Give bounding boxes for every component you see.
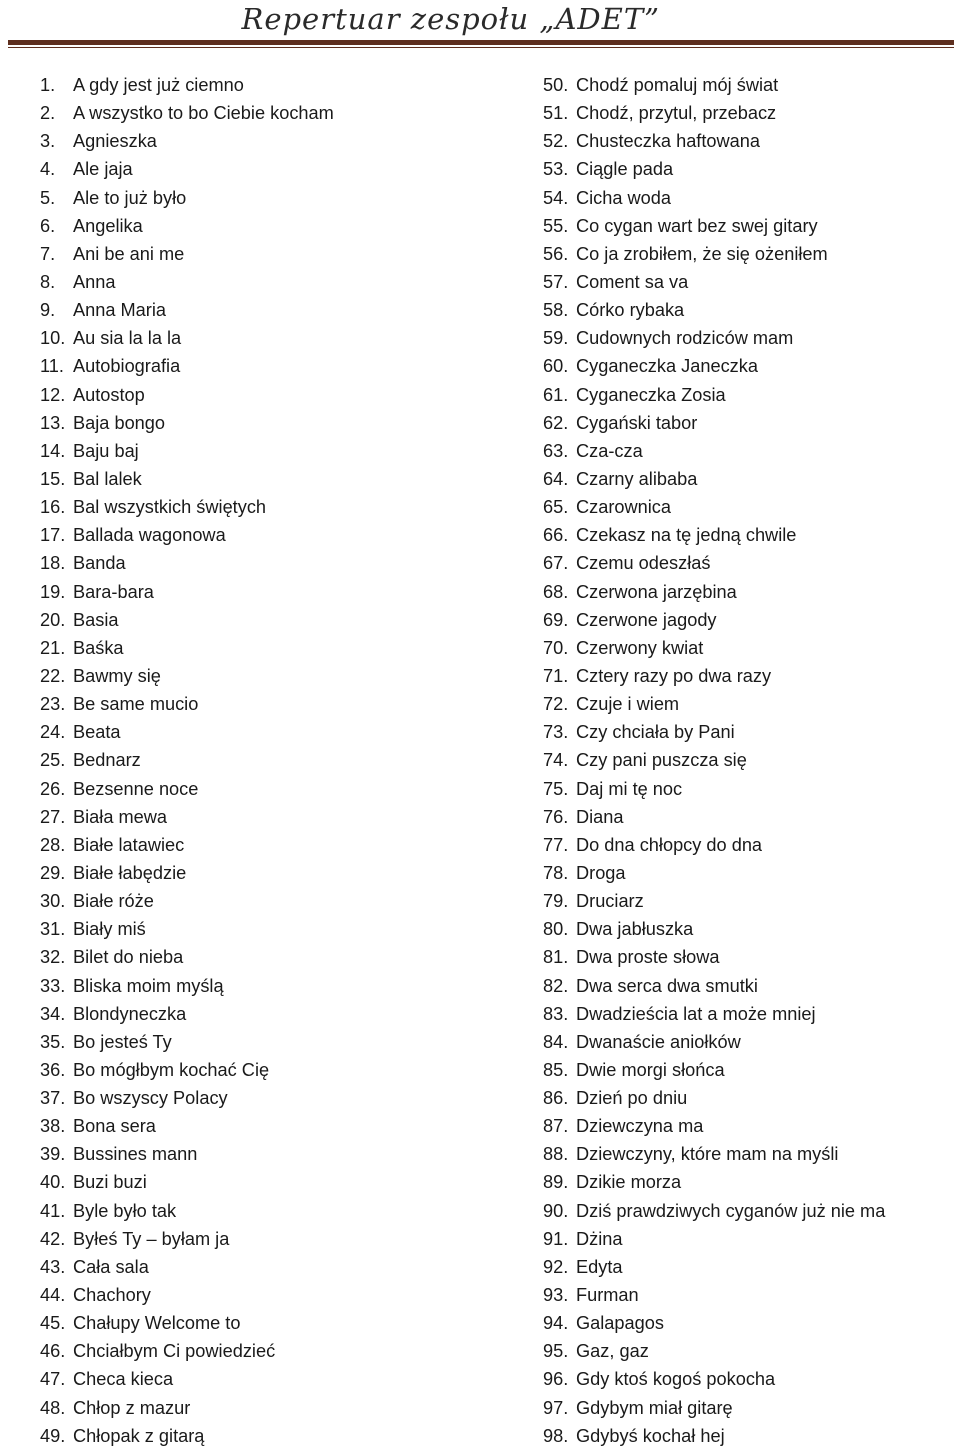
header-rule-thick [8, 40, 954, 45]
song-title: Be same mucio [73, 694, 199, 715]
song-number: 62. [543, 412, 569, 433]
song-title: Czemu odeszłaś [576, 553, 711, 574]
song-title: Au sia la la la [73, 328, 182, 349]
song-title: Blondyneczka [73, 1003, 187, 1024]
song-title: Bilet do nieba [73, 947, 184, 968]
song-title: Bo wszyscy Polacy [73, 1088, 228, 1109]
song-item [40, 718, 500, 746]
song-item [40, 352, 500, 380]
song-item [40, 465, 500, 493]
song-number: 39. [40, 1144, 66, 1165]
song-number: 68. [543, 581, 569, 602]
song-number: 32. [40, 947, 66, 968]
song-number: 4. [40, 159, 56, 180]
song-number: 15. [40, 468, 66, 489]
song-title: Agnieszka [73, 131, 157, 152]
song-number: 47. [40, 1369, 66, 1390]
song-number: 58. [543, 300, 569, 321]
song-number: 41. [40, 1200, 66, 1221]
song-item [40, 409, 500, 437]
song-number: 36. [40, 1059, 66, 1080]
song-title: Czarny alibaba [576, 468, 698, 489]
song-number: 63. [543, 440, 569, 461]
song-item [40, 634, 500, 662]
song-title: Ale jaja [73, 159, 133, 180]
song-item [40, 859, 500, 887]
song-title: Furman [576, 1285, 639, 1306]
song-title: Chusteczka haftowana [576, 131, 761, 152]
song-number: 17. [40, 525, 66, 546]
song-title: Bal lalek [73, 468, 142, 489]
song-title: Czy pani puszcza się [576, 750, 747, 771]
song-item [40, 212, 500, 240]
song-item [40, 493, 500, 521]
song-title: Dwie morgi słońca [576, 1059, 725, 1080]
song-number: 67. [543, 553, 569, 574]
song-item [40, 324, 500, 352]
song-number: 25. [40, 750, 66, 771]
song-item [40, 1000, 500, 1028]
song-title: Bara-bara [73, 581, 154, 602]
song-title: Czuje i wiem [576, 694, 680, 715]
song-number: 44. [40, 1285, 66, 1306]
song-number: 34. [40, 1003, 66, 1024]
song-item [40, 578, 500, 606]
song-number: 45. [40, 1313, 66, 1334]
song-number: 29. [40, 862, 66, 883]
song-item [40, 1281, 500, 1309]
song-item [543, 1253, 953, 1281]
song-number: 35. [40, 1031, 66, 1052]
song-title: A wszystko to bo Ciebie kocham [73, 103, 334, 124]
song-item [543, 1000, 953, 1028]
song-item [40, 127, 500, 155]
song-number: 57. [543, 271, 569, 292]
song-item [40, 381, 500, 409]
song-number: 75. [543, 778, 569, 799]
song-item [40, 1337, 500, 1365]
song-number: 14. [40, 440, 66, 461]
song-title: Czerwone jagody [576, 609, 717, 630]
song-title: Droga [576, 862, 626, 883]
page-title: Repertuar zespołu „ADET” [241, 2, 660, 36]
song-title: Chciałbym Ci powiedzieć [73, 1341, 276, 1362]
song-item [40, 549, 500, 577]
song-number: 10. [40, 328, 66, 349]
song-item [543, 718, 953, 746]
song-title: Biały miś [73, 919, 146, 940]
song-item [543, 437, 953, 465]
song-number: 71. [543, 665, 569, 686]
song-number: 2. [40, 103, 56, 124]
song-title: Bliska moim myślą [73, 975, 224, 996]
song-item [40, 1309, 500, 1337]
song-number: 9. [40, 300, 56, 321]
song-item [40, 99, 500, 127]
song-number: 76. [543, 806, 569, 827]
song-number: 73. [543, 722, 569, 743]
song-title: Cza-cza [576, 440, 643, 461]
song-title: Czarownica [576, 497, 672, 518]
song-item [40, 1112, 500, 1140]
song-title: Dziewczyna ma [576, 1116, 704, 1137]
song-title: Dwanaście aniołków [576, 1031, 741, 1052]
song-title: Dwa serca dwa smutki [576, 975, 758, 996]
song-title: Banda [73, 553, 126, 574]
song-number: 89. [543, 1172, 569, 1193]
song-item [543, 127, 953, 155]
song-item [40, 1253, 500, 1281]
song-number: 93. [543, 1285, 569, 1306]
song-number: 97. [543, 1397, 569, 1418]
song-number: 56. [543, 243, 569, 264]
song-item [543, 1112, 953, 1140]
song-item [40, 1365, 500, 1393]
song-item [543, 746, 953, 774]
song-number: 54. [543, 187, 569, 208]
song-title: Anna [73, 271, 116, 292]
song-number: 79. [543, 891, 569, 912]
song-item [40, 155, 500, 183]
song-number: 53. [543, 159, 569, 180]
song-item [40, 240, 500, 268]
song-number: 40. [40, 1172, 66, 1193]
song-item [543, 943, 953, 971]
song-number: 94. [543, 1313, 569, 1334]
song-title: Dwa jabłuszka [576, 919, 694, 940]
song-number: 80. [543, 919, 569, 940]
song-title: Bezsenne noce [73, 778, 199, 799]
song-number: 20. [40, 609, 66, 630]
song-number: 11. [40, 356, 64, 377]
song-title: Czekasz na tę jedną chwile [576, 525, 797, 546]
song-number: 70. [543, 637, 569, 658]
song-title: Cudownych rodziców mam [576, 328, 794, 349]
song-number: 88. [543, 1144, 569, 1165]
song-item [40, 184, 500, 212]
song-item [543, 859, 953, 887]
song-number: 6. [40, 215, 56, 236]
song-item [543, 1197, 953, 1225]
song-title: Bo jesteś Ty [73, 1031, 172, 1052]
song-number: 27. [40, 806, 66, 827]
song-title: Białe latawiec [73, 834, 185, 855]
song-title: Chodź, przytul, przebacz [576, 103, 777, 124]
song-title: Beata [73, 722, 121, 743]
song-list-right [543, 71, 953, 1450]
header-rule-thin [8, 47, 954, 48]
song-title: Basia [73, 609, 119, 630]
song-title: Autobiografia [73, 356, 181, 377]
song-number: 37. [40, 1088, 66, 1109]
song-number: 85. [543, 1059, 569, 1080]
song-number: 72. [543, 694, 569, 715]
song-title: Czy chciała by Pani [576, 722, 735, 743]
song-title: Chłop z mazur [73, 1397, 191, 1418]
song-number: 92. [543, 1256, 569, 1277]
song-number: 7. [40, 243, 56, 264]
song-item [543, 775, 953, 803]
song-title: Byłeś Ty – byłam ja [73, 1228, 230, 1249]
song-number: 50. [543, 75, 569, 95]
song-item [543, 71, 953, 99]
song-item [40, 887, 500, 915]
song-number: 61. [543, 384, 569, 405]
song-title: Białe róże [73, 891, 154, 912]
song-number: 26. [40, 778, 66, 799]
song-item [543, 1140, 953, 1168]
song-number: 38. [40, 1116, 66, 1137]
song-number: 98. [543, 1425, 569, 1446]
song-number: 66. [543, 525, 569, 546]
song-title: Cyganeczka Janeczka [576, 356, 758, 377]
song-title: Buzi buzi [73, 1172, 147, 1193]
song-number: 21. [40, 637, 66, 658]
song-item [40, 690, 500, 718]
song-item [543, 1084, 953, 1112]
song-title: Baśka [73, 637, 124, 658]
song-number: 23. [40, 694, 66, 715]
song-item [543, 549, 953, 577]
song-item [543, 803, 953, 831]
song-item [543, 381, 953, 409]
song-number: 12. [40, 384, 66, 405]
song-item [40, 972, 500, 1000]
song-title: A gdy jest już ciemno [73, 75, 244, 95]
song-item [543, 915, 953, 943]
song-title: Anna Maria [73, 300, 167, 321]
song-number: 46. [40, 1341, 66, 1362]
song-title: Dwadzieścia lat a może mniej [576, 1003, 816, 1024]
song-title: Dziewczyny, które mam na myśli [576, 1144, 839, 1165]
song-item [40, 1056, 500, 1084]
song-item [543, 1365, 953, 1393]
song-number: 60. [543, 356, 569, 377]
song-title: Bednarz [73, 750, 141, 771]
song-item [543, 690, 953, 718]
song-title: Czerwony kwiat [576, 637, 704, 658]
song-item [543, 521, 953, 549]
song-title: Bona sera [73, 1116, 156, 1137]
song-number: 55. [543, 215, 569, 236]
song-title: Baju baj [73, 440, 139, 461]
song-item [40, 915, 500, 943]
song-number: 43. [40, 1256, 66, 1277]
song-title: Ciągle pada [576, 159, 674, 180]
song-item [543, 1225, 953, 1253]
song-item [40, 521, 500, 549]
song-number: 13. [40, 412, 66, 433]
song-title: Dżina [576, 1228, 623, 1249]
song-item [543, 831, 953, 859]
song-item [40, 1028, 500, 1056]
song-title: Checa kieca [73, 1369, 174, 1390]
song-item [543, 1394, 953, 1422]
song-number: 5. [40, 187, 56, 208]
song-number: 48. [40, 1397, 66, 1418]
song-number: 3. [40, 131, 56, 152]
song-title: Chłopak z gitarą [73, 1425, 205, 1446]
song-title: Gdybym miał gitarę [576, 1397, 733, 1418]
song-title: Byle było tak [73, 1200, 177, 1221]
song-title: Chachory [73, 1285, 151, 1306]
song-number: 42. [40, 1228, 66, 1249]
song-number: 78. [543, 862, 569, 883]
song-item [543, 352, 953, 380]
song-number: 51. [543, 103, 569, 124]
song-title: Córko rybaka [576, 300, 685, 321]
song-number: 74. [543, 750, 569, 771]
song-number: 49. [40, 1425, 66, 1446]
song-number: 22. [40, 665, 66, 686]
song-title: Dzikie morza [576, 1172, 682, 1193]
song-number: 83. [543, 1003, 569, 1024]
song-item [40, 662, 500, 690]
song-number: 31. [40, 919, 66, 940]
song-number: 18. [40, 553, 66, 574]
song-item [543, 1056, 953, 1084]
song-number: 95. [543, 1341, 569, 1362]
song-title: Cała sala [73, 1256, 149, 1277]
song-item [543, 634, 953, 662]
song-item [543, 409, 953, 437]
song-title: Daj mi tę noc [576, 778, 683, 799]
song-number: 96. [543, 1369, 569, 1390]
song-item [40, 71, 500, 99]
song-title: Cztery razy po dwa razy [576, 665, 772, 686]
song-item [543, 1281, 953, 1309]
song-item [40, 296, 500, 324]
song-title: Druciarz [576, 891, 644, 912]
song-title: Cicha woda [576, 187, 672, 208]
song-title: Galapagos [576, 1313, 664, 1334]
song-item [40, 1168, 500, 1196]
song-item [543, 1028, 953, 1056]
song-item [543, 887, 953, 915]
song-number: 19. [40, 581, 66, 602]
song-title: Gaz, gaz [576, 1341, 649, 1362]
song-item [40, 1394, 500, 1422]
song-item [543, 493, 953, 521]
song-number: 16. [40, 497, 66, 518]
song-title: Bawmy się [73, 665, 161, 686]
song-item [40, 1140, 500, 1168]
song-title: Ani be ani me [73, 243, 185, 264]
song-item [40, 1084, 500, 1112]
song-title: Bo mógłbym kochać Cię [73, 1059, 270, 1080]
song-item [543, 99, 953, 127]
song-item [543, 1337, 953, 1365]
song-title: Gdy ktoś kogoś pokocha [576, 1369, 776, 1390]
song-item [40, 606, 500, 634]
song-number: 1. [40, 75, 56, 95]
song-number: 65. [543, 497, 569, 518]
song-number: 59. [543, 328, 569, 349]
song-title: Czerwona jarzębina [576, 581, 737, 602]
song-number: 77. [543, 834, 569, 855]
song-item [543, 212, 953, 240]
song-item [543, 155, 953, 183]
song-title: Biała mewa [73, 806, 168, 827]
song-title: Diana [576, 806, 624, 827]
song-number: 84. [543, 1031, 569, 1052]
song-item [543, 465, 953, 493]
song-item [40, 1225, 500, 1253]
song-title: Do dna chłopcy do dna [576, 834, 763, 855]
song-item [40, 746, 500, 774]
song-item [543, 578, 953, 606]
song-number: 33. [40, 975, 66, 996]
song-list-left [40, 71, 500, 1450]
song-title: Cyganeczka Zosia [576, 384, 726, 405]
song-title: Dziś prawdziwych cyganów już nie ma [576, 1200, 886, 1221]
song-title: Bal wszystkich świętych [73, 497, 267, 518]
song-item [543, 240, 953, 268]
song-title: Angelika [73, 215, 143, 236]
song-title: Białe łabędzie [73, 862, 187, 883]
song-title: Bussines mann [73, 1144, 198, 1165]
song-number: 28. [40, 834, 66, 855]
song-title: Baja bongo [73, 412, 166, 433]
song-title: Autostop [73, 384, 145, 405]
song-item [543, 268, 953, 296]
song-item [543, 606, 953, 634]
song-number: 81. [543, 947, 569, 968]
song-title: Co cygan wart bez swej gitary [576, 215, 818, 236]
song-item [543, 1168, 953, 1196]
song-item [40, 943, 500, 971]
song-number: 82. [543, 975, 569, 996]
song-item [40, 268, 500, 296]
song-title: Edyta [576, 1256, 623, 1277]
song-number: 86. [543, 1088, 569, 1109]
song-title: Cygański tabor [576, 412, 698, 433]
song-title: Ballada wagonowa [73, 525, 226, 546]
song-number: 90. [543, 1200, 569, 1221]
song-item [40, 437, 500, 465]
song-item [543, 972, 953, 1000]
song-title: Ale to już było [73, 187, 187, 208]
song-title: Gdybyś kochał hej [576, 1425, 725, 1446]
song-item [40, 775, 500, 803]
song-title: Dwa proste słowa [576, 947, 720, 968]
song-item [40, 831, 500, 859]
song-item [543, 184, 953, 212]
song-item [543, 662, 953, 690]
song-title: Chodź pomaluj mój świat [576, 75, 779, 95]
song-title: Chałupy Welcome to [73, 1313, 241, 1334]
song-number: 87. [543, 1116, 569, 1137]
song-title: Coment sa va [576, 271, 689, 292]
song-number: 69. [543, 609, 569, 630]
song-item [40, 803, 500, 831]
song-number: 91. [543, 1228, 569, 1249]
song-number: 30. [40, 891, 66, 912]
song-number: 52. [543, 131, 569, 152]
song-number: 24. [40, 722, 66, 743]
song-item [543, 1309, 953, 1337]
song-item [40, 1197, 500, 1225]
song-number: 8. [40, 271, 56, 292]
song-item [543, 296, 953, 324]
song-title: Co ja zrobiłem, że się ożeniłem [576, 243, 828, 264]
song-title: Dzień po dniu [576, 1088, 688, 1109]
song-number: 64. [543, 468, 569, 489]
song-item [543, 324, 953, 352]
